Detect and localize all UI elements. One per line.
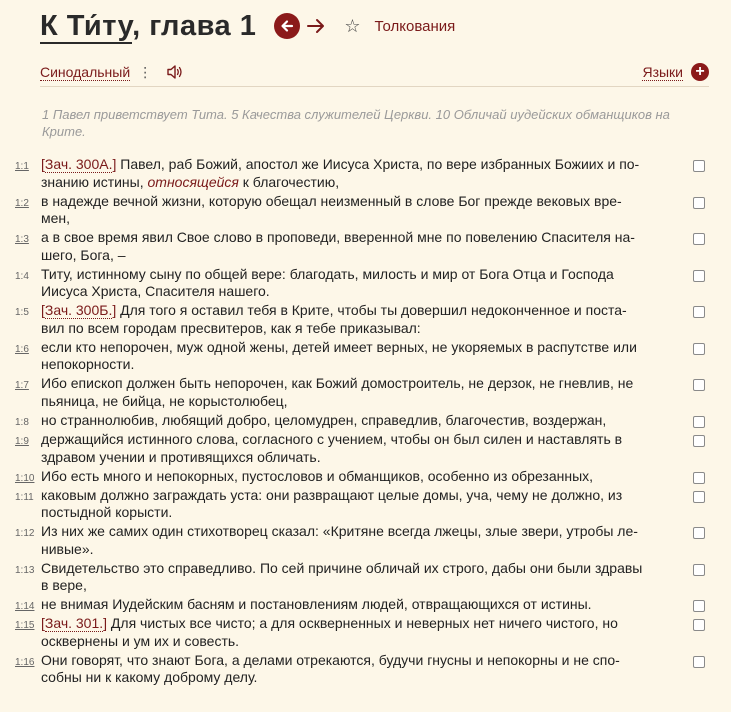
verse-checkbox[interactable] [693,619,705,631]
verse-text-line: пьяница, не бийца, не корыстолюбец, [41,393,288,410]
verse-text [41,156,686,191]
book-link[interactable]: К Ти́ту [40,9,133,42]
verse-text-line: нивые». [41,540,94,557]
speaker-icon[interactable] [166,64,184,80]
verse-number[interactable]: 1:4 [15,270,29,282]
translation-selector[interactable]: Синодальный [40,63,131,80]
verse-text-line: в вере, [41,577,87,594]
verse-checkbox[interactable] [693,270,705,282]
verse-row [0,652,731,687]
verse-text [41,229,686,264]
verse-text-line: Иисуса Христа, Спасителя нашего. [41,283,270,300]
verse-text-line: Павел, раб Божий, апостол же Иисуса Христа, по вере избранных Божиих и по- [116,156,640,172]
verse-number[interactable]: 1:10 [15,472,35,484]
verse-text-line: Ибо епископ должен быть непорочен, как Божий домостроитель, не дерзок, не гневлив, не [41,375,634,392]
chapter-nav [274,13,455,39]
verse-row [0,302,731,337]
verse-checkbox[interactable] [693,491,705,503]
verse-text [41,431,686,466]
verse-text-line: Свидетельство это справедливо. По сей причине обличай их строго, дабы они были здравы [41,559,643,576]
verse-row [0,193,731,228]
plus-circle-icon[interactable]: + [691,63,709,81]
verse-list [0,156,731,688]
verse-text [41,339,686,374]
verse-text-line: но страннолюбив, любящий добро, целомудрен, справедлив, благочестив, воздержан, [41,412,607,429]
verse-text [41,375,686,410]
languages-link[interactable]: Языки [642,63,683,80]
chapter-label: глава 1 [149,9,257,42]
chapter-header [40,6,711,46]
verse-text [41,596,686,614]
verse-text [41,560,686,595]
verse-text-line: Для чистых все чисто; а для оскверненных и неверных нет ничего чистого, но [107,615,618,632]
verse-text-line: вил по всем городам пресвитеров, как я тебе приказывал: [41,319,421,336]
arrow-right-icon [306,17,326,35]
verse-text [41,523,686,558]
verse-row [0,431,731,466]
verse-number[interactable]: 1:8 [15,417,29,429]
verse-text [41,468,686,486]
verse-text-line: осквернены и ум их и совесть. [41,632,240,649]
verse-text-line: шего, Бога, – [41,246,126,263]
verse-text-line: знанию истины, [41,173,148,190]
verse-text-line: мен, [41,210,71,227]
verse-number[interactable]: 1:15 [15,620,35,632]
verse-number[interactable]: 1:5 [15,307,29,319]
verse-checkbox[interactable] [693,233,705,245]
verse-number[interactable]: 1:16 [15,656,35,668]
verse-checkbox[interactable] [693,435,705,447]
interpretations-link[interactable]: Толкования [374,17,456,35]
verse-checkbox[interactable] [693,343,705,355]
verse-number[interactable]: 1:14 [15,601,35,613]
verse-text [41,266,686,301]
reading-link[interactable]: [Зач. 300Б.] [41,302,117,319]
verse-text [41,302,686,337]
verse-text-line: не внимая Иудейским басням и постановлениям людей, отвращающихся от истины. [41,596,592,613]
prev-chapter-button[interactable] [274,13,300,39]
verse-number[interactable]: 1:13 [15,564,35,576]
verse-number[interactable]: 1:2 [15,197,29,209]
verse-row [0,468,731,486]
circle-arrow-left-icon [279,18,295,34]
translation-toolbar [40,58,709,87]
verse-number[interactable]: 1:1 [15,161,29,172]
verse-number[interactable]: 1:11 [15,491,34,503]
reading-link[interactable]: [Зач. 301.] [41,615,108,632]
verse-text [41,412,686,430]
verse-text-line: каковым должно заграждать уста: они развращают целые домы, уча, чему не должно, из [41,486,623,503]
verse-row [0,375,731,410]
verse-text [41,487,686,522]
verse-checkbox[interactable] [693,379,705,391]
verse-text [41,615,686,650]
verse-row [0,229,731,264]
verse-text-line: Ибо есть много и непокорных, пустословов и обманщиков, особенно из обрезанных, [41,467,594,484]
page-title [40,10,256,43]
verse-text-line: Они говорят, что знают Бога, а делами отрекаются, будучи гнусны и непокорны и не спо- [41,651,620,668]
verse-text-line: а в свое время явил Свое слово в проповеди, вверенной мне по повелению Спасителя на- [41,229,635,246]
verse-number[interactable]: 1:7 [15,380,29,392]
verse-checkbox[interactable] [693,197,705,209]
verse-row [0,615,731,650]
verse-row [0,156,731,191]
verse-checkbox[interactable] [693,656,705,668]
verse-number[interactable]: 1:3 [15,234,29,246]
verse-checkbox[interactable] [693,160,705,172]
verse-text [41,652,686,687]
verse-row [0,339,731,374]
verse-text-line: к благочестию, [238,173,340,190]
verse-row [0,412,731,430]
verse-text-line: Для того я оставил тебя в Крите, чтобы ты довершил недоконченное и поста- [116,302,627,319]
verse-checkbox[interactable] [693,600,705,612]
verse-text-line: держащийся истинного слова, согласного с учением, чтобы он был силен и наставлять в [41,431,623,448]
verse-row [0,523,731,558]
verse-checkbox[interactable] [693,416,705,428]
italic-word: относящейся [147,173,239,190]
verse-checkbox[interactable] [693,306,705,318]
chapter-summary: 1 Павел приветствует Тита. 5 Качества служителей Церкви. 10 Обличай иудейских обманщиков на Крите. [42,107,670,139]
verse-text-line: Из них же самих один стихотворец сказал: «Критяне всегда лжецы, злые звери, утробы ле- [41,523,638,540]
verse-row [0,596,731,614]
verse-number[interactable]: 1:9 [15,436,29,448]
verse-row [0,560,731,595]
star-icon[interactable]: ☆ [344,15,361,36]
verse-row [0,487,731,522]
title-separator: , [132,9,150,42]
verse-checkbox[interactable] [693,564,705,576]
verse-checkbox[interactable] [693,472,705,484]
verse-text-line: собны ни к какому доброму делу. [41,669,258,686]
next-chapter-button[interactable] [304,13,328,39]
vertical-dots-icon[interactable]: ⋮ [138,63,153,80]
verse-text-line: если кто непорочен, муж одной жены, детей имеет верных, не укоряемых в распутстве или [41,338,637,355]
verse-checkbox[interactable] [693,527,705,539]
verse-text-line: здравом учении и противящихся обличать. [41,448,321,465]
verse-number[interactable]: 1:12 [15,528,35,540]
verse-row [0,266,731,301]
reading-link[interactable]: [Зач. 300А.] [41,156,117,172]
verse-text [41,193,686,228]
verse-text-line: Титу, истинному сыну по общей вере: благодать, милость и мир от Бога Отца и Господа [41,265,614,282]
verse-text-line: в надежде вечной жизни, которую обещал неизменный в слове Бог прежде вековых вре- [41,192,622,209]
verse-text-line: постыдной корысти. [41,504,173,521]
verse-text-line: непокорности. [41,356,135,373]
verse-number[interactable]: 1:6 [15,343,29,355]
